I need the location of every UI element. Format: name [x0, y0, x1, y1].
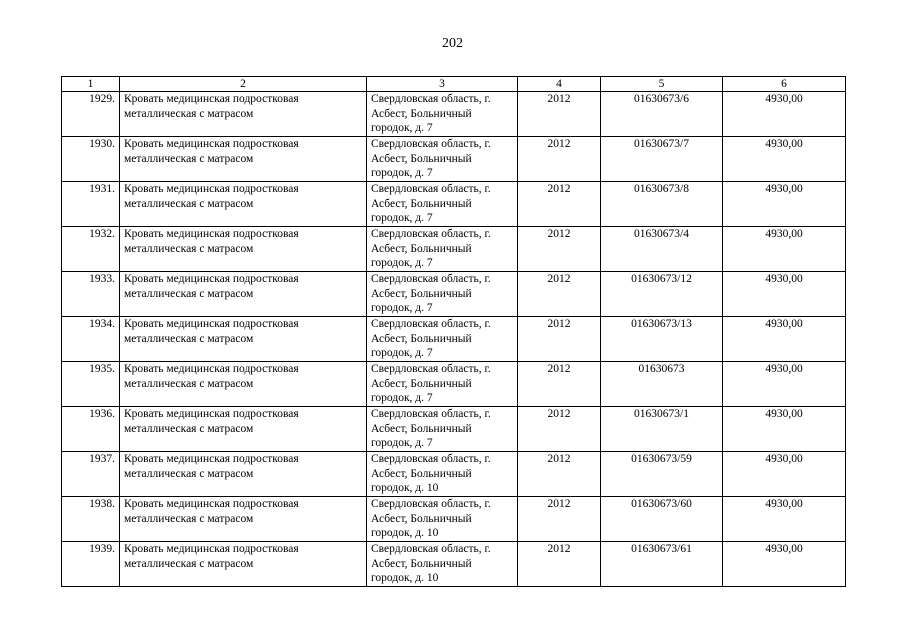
item-cost: 4930,00 [723, 497, 846, 542]
inventory-number: 01630673/60 [601, 497, 723, 542]
row-number: 1930. [62, 137, 120, 182]
item-year: 2012 [518, 542, 601, 587]
inventory-number: 01630673/13 [601, 317, 723, 362]
inventory-number: 01630673/4 [601, 227, 723, 272]
item-name: Кровать медицинская подростковая металлическая с матрасом [120, 227, 367, 272]
item-name: Кровать медицинская подростковая металлическая с матрасом [120, 272, 367, 317]
table-row [62, 317, 846, 362]
inventory-number: 01630673/12 [601, 272, 723, 317]
item-name: Кровать медицинская подростковая металлическая с матрасом [120, 452, 367, 497]
item-name: Кровать медицинская подростковая металлическая с матрасом [120, 542, 367, 587]
item-year: 2012 [518, 497, 601, 542]
table-row [62, 272, 846, 317]
item-cost: 4930,00 [723, 452, 846, 497]
item-year: 2012 [518, 452, 601, 497]
row-number: 1937. [62, 452, 120, 497]
inventory-number: 01630673 [601, 362, 723, 407]
item-address: Свердловская область, г. Асбест, Больничный городок, д. 10 [367, 452, 518, 497]
inventory-number: 01630673/8 [601, 182, 723, 227]
column-header-5: 5 [601, 77, 723, 92]
item-year: 2012 [518, 227, 601, 272]
row-number: 1938. [62, 497, 120, 542]
column-header-3: 3 [367, 77, 518, 92]
column-header-1: 1 [62, 77, 120, 92]
inventory-number: 01630673/1 [601, 407, 723, 452]
item-address: Свердловская область, г. Асбест, Больничный городок, д. 7 [367, 137, 518, 182]
item-name: Кровать медицинская подростковая металлическая с матрасом [120, 182, 367, 227]
table-row [62, 227, 846, 272]
page-number: 202 [442, 36, 463, 51]
inventory-number: 01630673/7 [601, 137, 723, 182]
item-address: Свердловская область, г. Асбест, Больничный городок, д. 7 [367, 92, 518, 137]
item-name: Кровать медицинская подростковая металлическая с матрасом [120, 407, 367, 452]
item-address: Свердловская область, г. Асбест, Больничный городок, д. 10 [367, 542, 518, 587]
table-row [62, 362, 846, 407]
table-row [62, 452, 846, 497]
item-address: Свердловская область, г. Асбест, Больничный городок, д. 10 [367, 497, 518, 542]
column-header-2: 2 [120, 77, 367, 92]
item-year: 2012 [518, 272, 601, 317]
table-row [62, 542, 846, 587]
column-header-6: 6 [723, 77, 846, 92]
item-name: Кровать медицинская подростковая металлическая с матрасом [120, 362, 367, 407]
table-body [62, 92, 846, 587]
item-year: 2012 [518, 137, 601, 182]
row-number: 1939. [62, 542, 120, 587]
table-row [62, 407, 846, 452]
item-cost: 4930,00 [723, 362, 846, 407]
item-year: 2012 [518, 317, 601, 362]
row-number: 1934. [62, 317, 120, 362]
row-number: 1932. [62, 227, 120, 272]
item-name: Кровать медицинская подростковая металлическая с матрасом [120, 92, 367, 137]
item-cost: 4930,00 [723, 272, 846, 317]
item-cost: 4930,00 [723, 317, 846, 362]
inventory-number: 01630673/59 [601, 452, 723, 497]
item-address: Свердловская область, г. Асбест, Больничный городок, д. 7 [367, 407, 518, 452]
item-address: Свердловская область, г. Асбест, Больничный городок, д. 7 [367, 317, 518, 362]
row-number: 1935. [62, 362, 120, 407]
item-name: Кровать медицинская подростковая металлическая с матрасом [120, 317, 367, 362]
item-cost: 4930,00 [723, 542, 846, 587]
item-address: Свердловская область, г. Асбест, Больничный городок, д. 7 [367, 362, 518, 407]
item-cost: 4930,00 [723, 92, 846, 137]
inventory-number: 01630673/6 [601, 92, 723, 137]
item-address: Свердловская область, г. Асбест, Больничный городок, д. 7 [367, 182, 518, 227]
property-registry-table [61, 76, 846, 587]
row-number: 1936. [62, 407, 120, 452]
row-number: 1931. [62, 182, 120, 227]
table-row [62, 182, 846, 227]
item-cost: 4930,00 [723, 407, 846, 452]
table-row [62, 92, 846, 137]
table-row [62, 137, 846, 182]
inventory-number: 01630673/61 [601, 542, 723, 587]
item-year: 2012 [518, 407, 601, 452]
item-address: Свердловская область, г. Асбест, Больничный городок, д. 7 [367, 272, 518, 317]
row-number: 1929. [62, 92, 120, 137]
item-address: Свердловская область, г. Асбест, Больничный городок, д. 7 [367, 227, 518, 272]
header-row [62, 77, 846, 92]
item-cost: 4930,00 [723, 137, 846, 182]
item-name: Кровать медицинская подростковая металлическая с матрасом [120, 137, 367, 182]
item-year: 2012 [518, 92, 601, 137]
column-header-4: 4 [518, 77, 601, 92]
table-header [62, 77, 846, 92]
item-name: Кровать медицинская подростковая металлическая с матрасом [120, 497, 367, 542]
item-year: 2012 [518, 362, 601, 407]
row-number: 1933. [62, 272, 120, 317]
item-cost: 4930,00 [723, 227, 846, 272]
item-year: 2012 [518, 182, 601, 227]
table-row [62, 497, 846, 542]
item-cost: 4930,00 [723, 182, 846, 227]
